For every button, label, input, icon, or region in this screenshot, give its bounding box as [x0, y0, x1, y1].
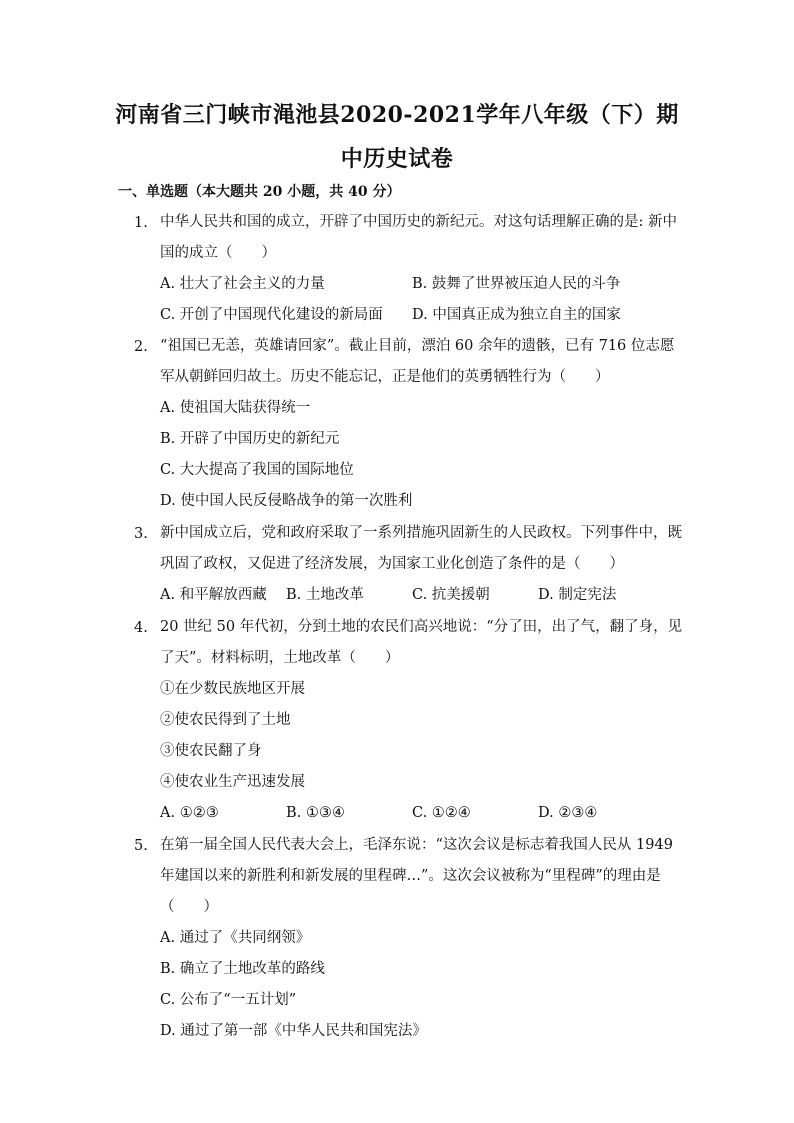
- option-d[interactable]: D. 通过了第一部《中华人民共和国宪法》: [160, 1023, 427, 1039]
- option-c[interactable]: C. 公布了“一五计划”: [160, 992, 297, 1008]
- option-c[interactable]: C. 大大提高了我国的国际地位: [160, 462, 354, 478]
- question-number: 3.: [134, 526, 148, 542]
- question-number: 5.: [134, 838, 148, 854]
- question-number: 2.: [134, 339, 148, 355]
- question-number: 4.: [134, 620, 148, 636]
- option-c[interactable]: C. 开创了中国现代化建设的新局面: [160, 307, 383, 323]
- exam-title-line-1: 河南省三门峡市渑池县2020-2021学年八年级（下）期: [115, 102, 679, 128]
- option-a[interactable]: A. 使祖国大陆获得统一: [160, 400, 311, 416]
- exam-title-line-2: 中历史试卷: [340, 146, 454, 172]
- statement-1: ①在少数民族地区开展: [160, 681, 305, 697]
- option-a[interactable]: A. 和平解放西藏: [160, 587, 267, 603]
- statement-2: ②使农民得到了土地: [160, 712, 291, 728]
- option-d[interactable]: D. ②③④: [538, 805, 598, 821]
- question-stem-line: 军从朝鲜回归故土。历史不能忘记，正是他们的英勇牺牲行为（ ）: [160, 369, 610, 385]
- option-b[interactable]: B. 鼓舞了世界被压迫人民的斗争: [412, 276, 621, 292]
- option-b[interactable]: B. 土地改革: [286, 587, 364, 603]
- option-c[interactable]: C. 抗美援朝: [412, 587, 490, 603]
- question-stem-line: 新中国成立后，党和政府采取了一系列措施巩固新生的人民政权。下列事件中，既: [160, 525, 682, 541]
- question-stem-line: （ ）: [160, 899, 218, 915]
- question-stem-line: 巩固了政权，又促进了经济发展，为国家工业化创造了条件的是（ ）: [160, 556, 624, 572]
- option-d[interactable]: D. 制定宪法: [538, 587, 617, 603]
- option-b[interactable]: B. 开辟了中国历史的新纪元: [160, 431, 340, 447]
- option-d[interactable]: D. 中国真正成为独立自主的国家: [412, 307, 621, 323]
- question-stem-line: 20 世纪 50 年代初，分到土地的农民们高兴地说：“分了田，出了气，翻了身，见: [160, 619, 683, 635]
- option-a[interactable]: A. 通过了《共同纲领》: [160, 930, 311, 946]
- option-a[interactable]: A. 壮大了社会主义的力量: [160, 276, 325, 292]
- statement-4: ④使农业生产迅速发展: [160, 774, 305, 790]
- option-d[interactable]: D. 使中国人民反侵略战争的第一次胜利: [160, 493, 413, 509]
- section-heading: 一、单选题（本大题共 20 小题，共 40 分）: [118, 184, 401, 200]
- question-stem-line: 中华人民共和国的成立，开辟了中国历史的新纪元。对这句话理解正确的是: 新中: [160, 214, 677, 230]
- statement-3: ③使农民翻了身: [160, 743, 262, 759]
- option-b[interactable]: B. ①③④: [286, 805, 345, 821]
- question-stem-line: 国的成立（ ）: [160, 245, 276, 261]
- question-stem-line: 在第一届全国人民代表大会上，毛泽东说：“这次会议是标志着我国人民从 1949: [160, 837, 673, 853]
- question-number: 1.: [134, 215, 148, 231]
- option-b[interactable]: B. 确立了土地改革的路线: [160, 961, 325, 977]
- question-stem-line: 了天”。材料标明，土地改革（ ）: [160, 650, 400, 666]
- question-stem-line: 年建国以来的新胜利和新发展的里程碑…”。这次会议被称为“里程碑”的理由是: [160, 868, 661, 884]
- option-a[interactable]: A. ①②③: [160, 805, 219, 821]
- option-c[interactable]: C. ①②④: [412, 805, 471, 821]
- question-stem-line: “祖国已无恙，英雄请回家”。截止目前，漂泊 60 余年的遗骸，已有 716 位志愿: [160, 338, 675, 354]
